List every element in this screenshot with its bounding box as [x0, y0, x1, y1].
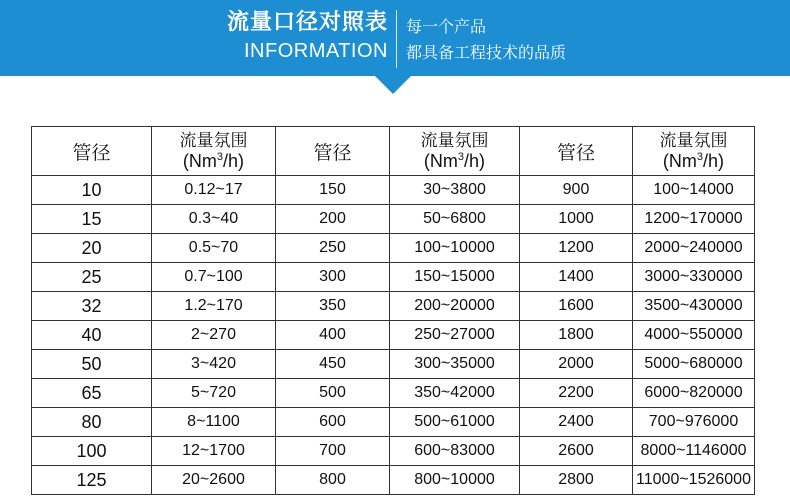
table-row	[32, 350, 755, 379]
flow-range-cell: 100~14000	[633, 176, 755, 205]
pipe-diameter-cell: 50	[32, 350, 152, 379]
flow-range-cell: 2~270	[152, 321, 276, 350]
pipe-diameter-cell: 125	[32, 466, 152, 495]
flow-range-cell: 5~720	[152, 379, 276, 408]
flow-range-cell: 600~83000	[390, 437, 520, 466]
header-flow-range: 流量氛围 (Nm$^3$/h)	[633, 127, 755, 176]
pipe-diameter-cell: 250	[276, 234, 390, 263]
page-title: 流量口径对照表	[226, 10, 388, 35]
flow-range-cell: 800~10000	[390, 466, 520, 495]
pipe-diameter-cell: 1800	[520, 321, 633, 350]
header-pipe-diameter: 管径	[276, 127, 390, 176]
pipe-diameter-cell: 2600	[520, 437, 633, 466]
table-row	[32, 466, 755, 495]
flow-range-cell: 150~15000	[390, 263, 520, 292]
pipe-diameter-cell: 150	[276, 176, 390, 205]
table-row	[32, 321, 755, 350]
flow-range-cell: 700~976000	[633, 408, 755, 437]
flow-range-cell: 3~420	[152, 350, 276, 379]
header-flow-unit: (Nm$^3$/h)	[662, 150, 725, 171]
header-pipe-diameter: 管径	[32, 127, 152, 176]
page-subtitle: INFORMATION	[243, 40, 388, 62]
flow-range-cell: 2000~240000	[633, 234, 755, 263]
flow-range-cell: 350~42000	[390, 379, 520, 408]
flow-range-cell: 30~3800	[390, 176, 520, 205]
pipe-diameter-cell: 900	[520, 176, 633, 205]
tagline-line-1: 每一个产品	[406, 17, 487, 36]
flow-range-cell: 1.2~170	[152, 292, 276, 321]
header-flow-unit: (Nm$^3$/h)	[423, 150, 486, 171]
pipe-diameter-cell: 600	[276, 408, 390, 437]
banner-down-arrow-icon	[375, 76, 411, 94]
pipe-diameter-cell: 65	[32, 379, 152, 408]
flow-range-cell: 500~61000	[390, 408, 520, 437]
pipe-diameter-cell: 2000	[520, 350, 633, 379]
flow-range-cell: 300~35000	[390, 350, 520, 379]
flow-range-cell: 6000~820000	[633, 379, 755, 408]
flow-range-cell: 11000~1526000	[633, 466, 755, 495]
pipe-diameter-cell: 450	[276, 350, 390, 379]
banner-tagline	[406, 14, 566, 66]
table-row	[32, 292, 755, 321]
flow-range-cell: 200~20000	[390, 292, 520, 321]
pipe-diameter-cell: 10	[32, 176, 152, 205]
pipe-diameter-cell: 15	[32, 205, 152, 234]
header-flow-unit: (Nm$^3$/h)	[182, 150, 245, 171]
table-row	[32, 234, 755, 263]
pipe-diameter-cell: 100	[32, 437, 152, 466]
header-banner	[0, 0, 790, 76]
flow-range-cell: 8~1100	[152, 408, 276, 437]
header-pipe-diameter: 管径	[520, 127, 633, 176]
banner-title-block	[227, 8, 388, 64]
pipe-diameter-cell: 32	[32, 292, 152, 321]
flow-range-cell: 20~2600	[152, 466, 276, 495]
flow-range-cell: 0.5~70	[152, 234, 276, 263]
pipe-diameter-cell: 800	[276, 466, 390, 495]
flow-range-cell: 5000~680000	[633, 350, 755, 379]
pipe-diameter-cell: 2200	[520, 379, 633, 408]
table-body	[32, 176, 755, 495]
banner-divider	[396, 10, 397, 68]
pipe-diameter-cell: 2400	[520, 408, 633, 437]
flow-range-cell: 3000~330000	[633, 263, 755, 292]
pipe-diameter-cell: 20	[32, 234, 152, 263]
pipe-diameter-cell: 1200	[520, 234, 633, 263]
pipe-diameter-cell: 500	[276, 379, 390, 408]
pipe-diameter-cell: 25	[32, 263, 152, 292]
flow-range-cell: 250~27000	[390, 321, 520, 350]
pipe-diameter-cell: 300	[276, 263, 390, 292]
pipe-diameter-cell: 2800	[520, 466, 633, 495]
tagline-line-2: 都具备工程技术的品质	[406, 43, 567, 62]
table-row	[32, 379, 755, 408]
pipe-diameter-cell: 400	[276, 321, 390, 350]
table-row	[32, 263, 755, 292]
pipe-diameter-cell: 700	[276, 437, 390, 466]
table-row	[32, 437, 755, 466]
flow-range-cell: 1200~170000	[633, 205, 755, 234]
pipe-diameter-cell: 1000	[520, 205, 633, 234]
header-flow-range: 流量氛围 (Nm$^3$/h)	[390, 127, 520, 176]
pipe-diameter-cell: 350	[276, 292, 390, 321]
flow-range-cell: 0.7~100	[152, 263, 276, 292]
pipe-diameter-cell: 40	[32, 321, 152, 350]
header-flow-range: 流量氛围 (Nm$^3$/h)	[152, 127, 276, 176]
flow-range-cell: 12~1700	[152, 437, 276, 466]
pipe-diameter-cell: 1400	[520, 263, 633, 292]
pipe-diameter-cell: 200	[276, 205, 390, 234]
flow-range-cell: 0.3~40	[152, 205, 276, 234]
pipe-diameter-cell: 1600	[520, 292, 633, 321]
flow-range-cell: 3500~430000	[633, 292, 755, 321]
table-header-row	[32, 127, 755, 176]
flow-range-cell: 100~10000	[390, 234, 520, 263]
flow-diameter-table	[31, 126, 755, 495]
flow-range-cell: 50~6800	[390, 205, 520, 234]
flow-range-cell: 0.12~17	[152, 176, 276, 205]
table-row	[32, 408, 755, 437]
table-row	[32, 176, 755, 205]
table-row	[32, 205, 755, 234]
flow-range-cell: 4000~550000	[633, 321, 755, 350]
pipe-diameter-cell: 80	[32, 408, 152, 437]
flow-range-cell: 8000~1146000	[633, 437, 755, 466]
